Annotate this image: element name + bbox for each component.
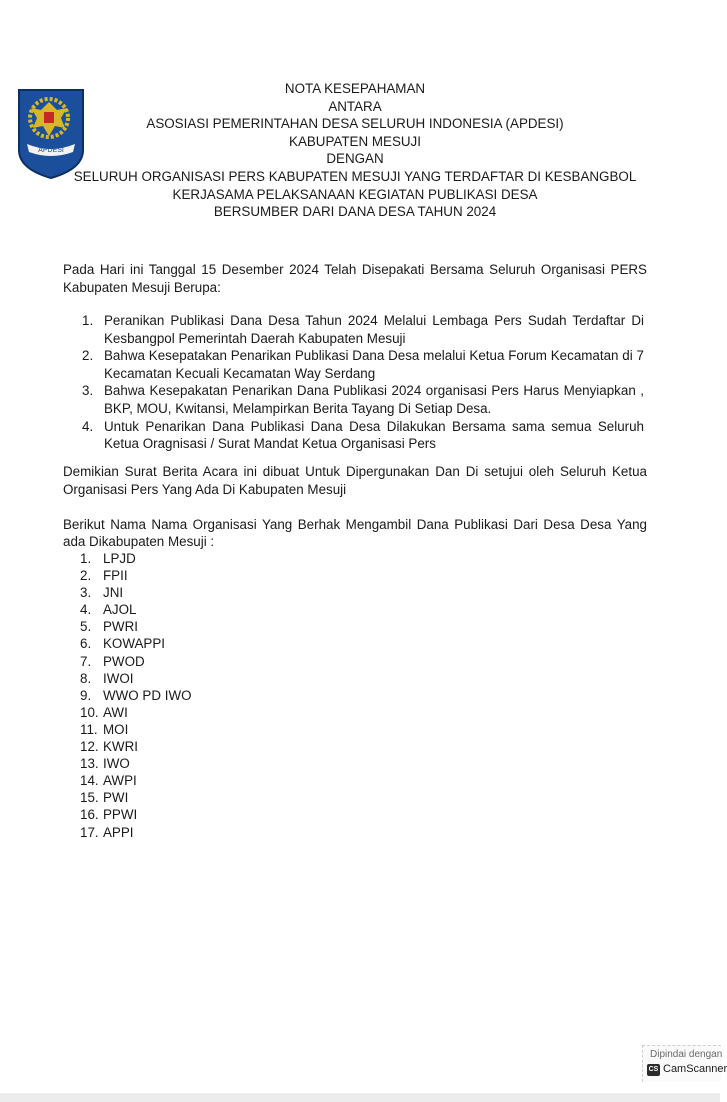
organization-number: 14. xyxy=(80,773,99,789)
point-text: Untuk Penarikan Dana Publikasi Dana Desa Dilakukan Bersama sama semua Seluruh Ketua Oragnisasi / Surat Mandat Ketua Organisasi Pers xyxy=(104,418,644,452)
organization-number: 17. xyxy=(80,824,99,840)
title-line-1: NOTA KESEPAHAMAN xyxy=(284,81,426,96)
organization-item xyxy=(80,738,192,755)
organization-item xyxy=(80,755,192,772)
organization-item xyxy=(80,601,192,618)
title-line-6: SELURUH ORGANISASI PERS KABUPATEN MESUJI YANG TERDAFTAR DI KESBANGBOL xyxy=(73,168,637,184)
camscanner-watermark xyxy=(642,1045,727,1082)
organization-item xyxy=(80,653,192,670)
point-number: 2. xyxy=(82,348,94,364)
organization-name: IWOI xyxy=(103,670,134,686)
organization-list xyxy=(80,550,192,841)
organization-name: PPWI xyxy=(103,807,138,823)
organization-item xyxy=(80,806,192,823)
point-text: Peranikan Publikasi Dana Desa Tahun 2024 Melalui Lembaga Pers Sudah Terdaftar Di Kesbangpol Pemerintah Daerah Kabupaten Mesuji xyxy=(104,313,644,346)
organization-number: 13. xyxy=(80,756,99,772)
closing-paragraph: Demikian Surat Berita Acara ini dibuat Untuk Dipergunakan Dan Di setujui oleh Seluruh Ketua Organisasi Pers Yang Ada Di Kabupaten Mesuji xyxy=(63,464,647,497)
organization-name: AWPI xyxy=(103,773,137,789)
organization-item xyxy=(80,618,192,635)
organization-item xyxy=(80,670,192,687)
logo-banner-text: APDESI xyxy=(38,147,64,154)
organization-number: 3. xyxy=(80,585,92,601)
organization-item xyxy=(80,824,192,841)
bottom-edge-strip xyxy=(0,1093,720,1102)
organization-name: IWO xyxy=(103,756,130,772)
organization-number: 4. xyxy=(80,602,92,618)
title-line-8: BERSUMBER DARI DANA DESA TAHUN 2024 xyxy=(213,204,497,220)
point-text: Bahwa Kesepatakan Penarikan Publikasi Dana Desa melalui Ketua Forum Kecamatan di 7 Kecamatan Kecuali Kecamatan Way Serdang xyxy=(104,348,644,381)
agreement-point xyxy=(82,347,644,382)
organization-item xyxy=(80,584,192,601)
point-number: 3. xyxy=(82,383,94,399)
organization-number: 2. xyxy=(80,568,92,584)
organization-name: JNI xyxy=(103,585,124,601)
organization-item xyxy=(80,687,192,704)
point-number: 4. xyxy=(82,418,94,434)
organization-number: 6. xyxy=(80,636,92,652)
organization-number: 16. xyxy=(80,807,99,823)
title-line-5: DENGAN xyxy=(326,151,384,167)
organization-item xyxy=(80,567,192,584)
organization-item xyxy=(80,550,192,567)
organization-number: 1. xyxy=(80,551,92,566)
agreement-point xyxy=(82,418,644,453)
organization-name: PWOD xyxy=(103,653,145,669)
organization-name: KWRI xyxy=(103,739,138,755)
document-title xyxy=(60,80,650,221)
organization-number: 9. xyxy=(80,687,92,703)
title-line-3: ASOSIASI PEMERINTAHAN DESA SELURUH INDONESIA (APDESI) xyxy=(146,116,564,132)
organization-name: PWI xyxy=(103,790,129,806)
organization-item xyxy=(80,772,192,789)
organization-number: 10. xyxy=(80,704,99,720)
organization-name: LPJD xyxy=(103,551,136,566)
agreement-point xyxy=(82,312,644,347)
organization-number: 15. xyxy=(80,790,99,806)
organization-name: AJOL xyxy=(103,602,137,618)
organization-name: AWI xyxy=(103,704,128,720)
camscanner-icon: CS xyxy=(647,1064,660,1076)
point-number: 1. xyxy=(82,313,94,328)
organization-number: 5. xyxy=(80,619,92,635)
organization-name: KOWAPPI xyxy=(103,636,166,652)
agreement-point xyxy=(82,382,644,417)
title-line-4: KABUPATEN MESUJI xyxy=(289,133,421,149)
organization-name: APPI xyxy=(103,824,134,840)
point-text: Bahwa Kesepakatan Penarikan Dana Publikasi 2024 organisasi Pers Harus Menyiapkan , BKP, MOU, Kwitansi, Melampirkan Berita Tayang Di Setiap Desa. xyxy=(104,383,644,416)
organization-number: 8. xyxy=(80,670,92,686)
organization-name: WWO PD IWO xyxy=(103,687,192,703)
organization-name: MOI xyxy=(103,721,129,737)
title-line-7: KERJASAMA PELAKSANAAN KEGIATAN PUBLIKASI DESA xyxy=(172,186,538,202)
organization-item xyxy=(80,721,192,738)
organization-item xyxy=(80,704,192,721)
scanner-brand: CamScanner xyxy=(663,1063,727,1075)
agreement-points xyxy=(82,312,644,453)
organization-number: 7. xyxy=(80,653,92,669)
organization-item xyxy=(80,635,192,652)
organization-number: 11. xyxy=(80,721,98,737)
organization-name: PWRI xyxy=(103,619,138,635)
title-line-2: ANTARA xyxy=(328,98,382,114)
organization-number: 12. xyxy=(80,739,99,755)
organization-name: FPII xyxy=(103,568,128,584)
organization-item xyxy=(80,789,192,806)
scanner-caption: Dipindai dengan xyxy=(650,1049,723,1060)
garuda-shield-icon xyxy=(44,112,54,123)
intro-paragraph: Pada Hari ini Tanggal 15 Desember 2024 Telah Disepakati Bersama Seluruh Organisasi PERS Kabupaten Mesuji Berupa: xyxy=(63,262,647,295)
organizations-intro: Berikut Nama Nama Organisasi Yang Berhak Mengambil Dana Publikasi Dari Desa Desa Yang ada Dikabupaten Mesuji : xyxy=(63,517,647,549)
